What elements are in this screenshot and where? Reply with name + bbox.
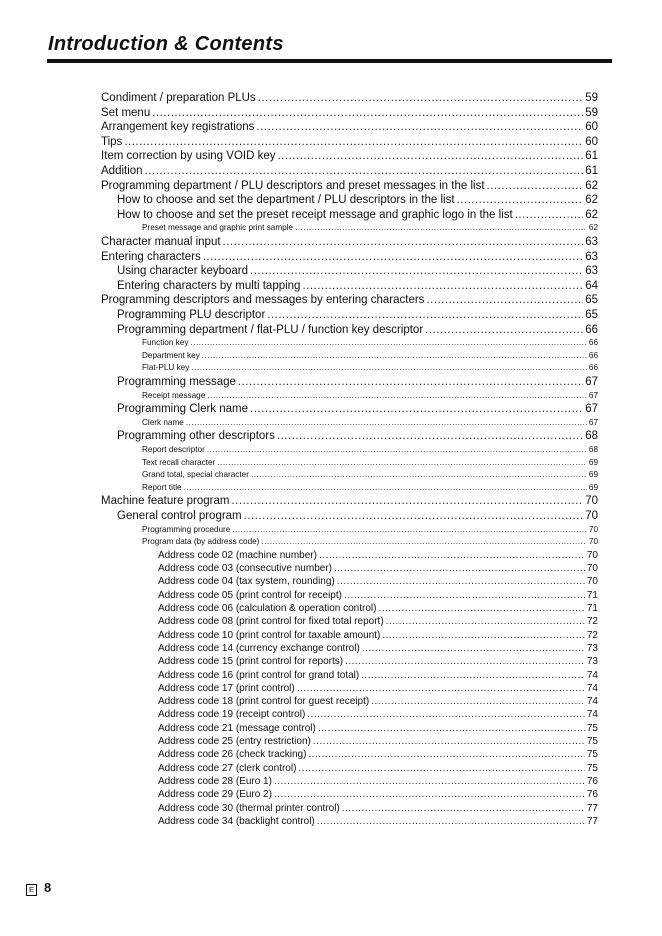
toc-entry-page: 75 xyxy=(586,722,598,734)
toc-entry-label: Address code 25 (entry restriction) xyxy=(158,736,311,747)
toc-entry xyxy=(158,749,598,760)
toc-entry xyxy=(142,418,598,427)
toc-leader-dots xyxy=(361,670,585,681)
toc-entry-page: 67 xyxy=(588,417,598,427)
toc-entry xyxy=(158,803,598,814)
toc-entry-label: Report descriptor xyxy=(142,445,205,454)
toc-entry-page: 65 xyxy=(585,294,598,307)
toc-entry-label: Tips xyxy=(101,135,123,148)
toc-entry xyxy=(117,280,598,292)
toc-entry xyxy=(142,391,598,400)
toc-entry xyxy=(117,194,598,206)
toc-entry xyxy=(158,816,598,827)
toc-leader-dots xyxy=(124,136,583,148)
toc-entry-label: Addition xyxy=(101,165,143,177)
toc-entry xyxy=(158,630,598,641)
toc-leader-dots xyxy=(231,495,583,507)
toc-leader-dots xyxy=(362,643,585,654)
toc-leader-dots xyxy=(319,550,585,561)
toc-entry-label: Address code 05 (print control for receipt) xyxy=(158,589,342,601)
toc-leader-dots xyxy=(238,376,583,388)
toc-leader-dots xyxy=(256,121,583,133)
toc-entry-page: 76 xyxy=(586,775,598,787)
toc-entry-label: Address code 15 (print control for reports) xyxy=(158,656,344,668)
toc-entry-page: 63 xyxy=(585,265,598,278)
toc-entry-label: Arrangement key registrations xyxy=(101,121,255,134)
toc-leader-dots xyxy=(298,763,584,774)
toc-entry xyxy=(101,180,598,192)
toc-entry-page: 72 xyxy=(586,616,598,628)
toc-entry-label: Entering characters by multi tapping xyxy=(117,279,301,292)
page-number: 8 xyxy=(44,880,52,895)
toc-entry-label: Address code 18 (print control for guest receipt) xyxy=(158,696,370,708)
toc-entry xyxy=(158,643,598,654)
toc-entry-page: 60 xyxy=(585,121,598,134)
toc-leader-dots xyxy=(152,107,583,119)
toc-entry-label: Programming procedure xyxy=(142,524,231,534)
toc-entry-page: 66 xyxy=(585,323,598,336)
toc-entry-page: 71 xyxy=(586,589,598,601)
toc-leader-dots xyxy=(425,324,583,336)
toc-entry xyxy=(158,776,598,787)
toc-entry xyxy=(142,458,598,467)
header-rule xyxy=(47,59,612,63)
toc-entry-page: 74 xyxy=(586,669,598,681)
toc-entry xyxy=(142,363,598,372)
toc-entry-page: 65 xyxy=(585,309,598,321)
toc-entry-page: 77 xyxy=(586,802,598,814)
toc-leader-dots xyxy=(184,483,587,492)
toc-entry-page: 62 xyxy=(588,223,598,233)
toc-entry xyxy=(158,723,598,734)
toc-entry-label: Address code 29 (Euro 2) xyxy=(158,789,272,801)
toc-entry-page: 59 xyxy=(585,92,598,104)
toc-entry-page: 63 xyxy=(585,250,598,263)
toc-entry-label: Address code 17 (print control) xyxy=(158,682,295,694)
toc-entry-label: Address code 04 (tax system, rounding) xyxy=(158,576,335,588)
toc-entry xyxy=(101,294,598,306)
toc-leader-dots xyxy=(261,537,586,546)
toc-entry-page: 71 xyxy=(586,603,598,614)
toc-entry xyxy=(101,165,598,177)
toc-entry-page: 63 xyxy=(585,236,598,248)
toc-entry xyxy=(117,430,598,442)
toc-entry-page: 66 xyxy=(588,350,598,360)
toc-entry-page: 60 xyxy=(585,135,598,148)
toc-leader-dots xyxy=(337,576,585,587)
toc-entry xyxy=(158,603,598,614)
toc-entry-label: How to choose and set the department / PLU descriptors in the list xyxy=(117,194,455,207)
toc-entry xyxy=(142,470,598,479)
toc-leader-dots xyxy=(308,749,584,760)
toc-entry-label: Address code 02 (machine number) xyxy=(158,549,317,561)
toc-entry-label: Set menu xyxy=(101,106,151,119)
toc-entry-page: 66 xyxy=(588,338,598,348)
toc-leader-dots xyxy=(386,616,585,627)
toc-entry-label: Condiment / preparation PLUs xyxy=(101,92,256,104)
toc-entry-label: Program data (by address code) xyxy=(142,537,260,547)
toc-entry-page: 67 xyxy=(585,403,598,416)
toc-entry xyxy=(142,338,598,347)
toc-entry xyxy=(158,616,598,627)
toc-entry xyxy=(158,563,598,574)
toc-entry xyxy=(101,251,598,263)
toc-entry-page: 73 xyxy=(586,656,598,668)
toc-leader-dots xyxy=(274,789,585,800)
toc-entry-page: 62 xyxy=(585,179,598,192)
toc-entry-label: Flat-PLU key xyxy=(142,363,190,373)
toc-entry-page: 70 xyxy=(588,524,598,534)
toc-leader-dots xyxy=(267,309,583,321)
toc-entry xyxy=(158,590,598,601)
toc-entry-page: 62 xyxy=(585,208,598,221)
toc-entry-page: 67 xyxy=(585,376,598,388)
toc-leader-dots xyxy=(145,165,584,177)
toc-leader-dots xyxy=(378,603,584,614)
toc-entry xyxy=(101,236,598,248)
toc-leader-dots xyxy=(186,418,587,427)
toc-leader-dots xyxy=(307,709,585,720)
toc-leader-dots xyxy=(318,723,585,734)
toc-entry-label: Address code 16 (print control for grand total) xyxy=(158,669,360,681)
toc-entry-page: 69 xyxy=(588,482,598,492)
toc-entry-page: 70 xyxy=(586,549,598,561)
toc-leader-dots xyxy=(371,696,585,707)
toc-entry-page: 67 xyxy=(588,390,598,400)
toc-leader-dots xyxy=(202,351,587,360)
toc-leader-dots xyxy=(344,590,585,601)
toc-entry xyxy=(158,576,598,587)
toc-leader-dots xyxy=(191,363,587,372)
toc-entry-page: 72 xyxy=(586,629,598,641)
toc-entry-label: Address code 14 (currency exchange control) xyxy=(158,642,360,654)
toc-entry xyxy=(117,209,598,221)
toc-entry-label: Using character keyboard xyxy=(117,265,249,278)
toc-leader-dots xyxy=(297,683,585,694)
toc-entry-page: 68 xyxy=(585,430,598,443)
toc-entry xyxy=(158,736,598,747)
toc-leader-dots xyxy=(207,391,587,400)
toc-entry-label: Receipt message xyxy=(142,390,206,400)
toc-leader-dots xyxy=(277,150,583,162)
toc-entry-label: Address code 03 (consecutive number) xyxy=(158,563,332,575)
toc-entry xyxy=(101,495,598,507)
toc-entry-page: 61 xyxy=(585,165,598,177)
toc-entry xyxy=(142,537,598,546)
toc-entry xyxy=(142,223,598,232)
toc-entry-label: Report title xyxy=(142,482,182,492)
toc-entry-page: 74 xyxy=(586,709,598,721)
toc-leader-dots xyxy=(274,776,585,787)
toc-entry-label: Address code 08 (print control for fixed total report) xyxy=(158,616,384,628)
toc-leader-dots xyxy=(207,445,587,454)
toc-leader-dots xyxy=(515,209,583,221)
toc-entry-page: 73 xyxy=(586,642,598,654)
toc-entry-label: Programming descriptors and messages by entering characters xyxy=(101,294,425,307)
toc-entry-label: Address code 34 (backlight control) xyxy=(158,815,315,827)
toc-entry xyxy=(158,550,598,561)
toc-entry-page: 70 xyxy=(585,495,598,508)
toc-entry xyxy=(101,136,598,148)
toc-entry-page: 75 xyxy=(586,736,598,747)
toc-entry-label: Department key xyxy=(142,350,200,360)
toc-entry xyxy=(117,403,598,415)
toc-leader-dots xyxy=(313,736,585,747)
toc-entry xyxy=(142,445,598,454)
toc-entry xyxy=(117,309,598,321)
toc-entry-page: 59 xyxy=(585,106,598,119)
toc-entry-page: 70 xyxy=(586,563,598,575)
toc-entry xyxy=(158,683,598,694)
toc-leader-dots xyxy=(277,430,583,442)
toc-entry xyxy=(158,709,598,720)
toc-entry-page: 64 xyxy=(585,279,598,292)
toc-entry-label: Machine feature program xyxy=(101,495,230,508)
toc-entry-label: Programming Clerk name xyxy=(117,403,249,416)
toc-entry-page: 76 xyxy=(586,789,598,801)
toc-entry xyxy=(158,696,598,707)
toc-entry xyxy=(117,376,598,388)
toc-entry-label: Address code 06 (calculation & operation control) xyxy=(158,603,377,614)
toc-entry xyxy=(142,483,598,492)
toc-entry-page: 61 xyxy=(585,150,598,163)
toc-entry-label: Grand total, special character xyxy=(142,470,249,480)
toc-entry-label: Character manual input xyxy=(101,236,221,248)
toc-leader-dots xyxy=(203,251,583,263)
toc-entry-label: Programming other descriptors xyxy=(117,430,275,443)
toc-entry-page: 70 xyxy=(585,510,598,522)
toc-entry xyxy=(142,525,598,534)
toc-entry-label: Preset message and graphic print sample xyxy=(142,223,294,233)
toc-entry xyxy=(101,150,598,162)
toc-leader-dots xyxy=(317,816,585,827)
toc-leader-dots xyxy=(382,630,585,641)
toc-entry-page: 69 xyxy=(588,457,598,467)
toc-entry-label: Clerk name xyxy=(142,417,184,427)
toc-leader-dots xyxy=(217,458,587,467)
toc-entry-label: Programming PLU descriptor xyxy=(117,309,266,321)
toc-entry-label: Programming department / flat-PLU / function key descriptor xyxy=(117,323,424,336)
toc-leader-dots xyxy=(345,656,585,667)
toc-entry-page: 75 xyxy=(586,749,598,761)
toc-entry-page: 74 xyxy=(586,682,598,694)
toc-leader-dots xyxy=(251,470,587,479)
toc-entry-label: Address code 27 (clerk control) xyxy=(158,762,297,774)
toc-entry xyxy=(158,670,598,681)
toc-entry-label: Text recall character xyxy=(142,457,216,467)
toc-entry-page: 66 xyxy=(588,363,598,373)
toc-entry-label: Address code 21 (message control) xyxy=(158,722,316,734)
toc-entry xyxy=(101,92,598,104)
toc-entry-label: General control program xyxy=(117,510,242,522)
toc-entry-page: 74 xyxy=(586,696,598,708)
toc-entry-page: 70 xyxy=(586,576,598,588)
toc-entry-page: 75 xyxy=(586,762,598,774)
toc-entry-label: Function key xyxy=(142,338,189,348)
toc-entry-label: Programming department / PLU descriptors and preset messages in the list xyxy=(101,179,485,192)
toc-entry-label: Programming message xyxy=(117,376,236,388)
toc-leader-dots xyxy=(232,525,587,534)
toc-entry xyxy=(117,265,598,277)
toc-entry-label: How to choose and set the preset receipt message and graphic logo in the list xyxy=(117,208,513,221)
toc-entry xyxy=(101,107,598,119)
toc-leader-dots xyxy=(250,403,583,415)
toc-entry-page: 70 xyxy=(588,537,598,547)
toc-entry-page: 68 xyxy=(588,445,598,454)
toc-entry-label: Item correction by using VOID key xyxy=(101,150,276,163)
toc-entry xyxy=(117,510,598,522)
language-badge: E xyxy=(26,884,37,896)
toc-leader-dots xyxy=(487,180,584,192)
toc-leader-dots xyxy=(258,92,584,104)
toc-entry-page: 62 xyxy=(585,194,598,207)
toc-entry xyxy=(142,351,598,360)
toc-entry-label: Address code 28 (Euro 1) xyxy=(158,775,272,787)
toc-entry-label: Address code 10 (print control for taxable amount) xyxy=(158,629,381,641)
toc-leader-dots xyxy=(250,265,583,277)
toc-entry xyxy=(117,324,598,336)
toc-leader-dots xyxy=(295,223,587,232)
toc-leader-dots xyxy=(190,338,586,347)
page-title: Introduction & Contents xyxy=(48,33,284,55)
toc-leader-dots xyxy=(334,563,585,574)
toc-entry-label: Address code 26 (check tracking) xyxy=(158,749,307,761)
toc-entry xyxy=(158,656,598,667)
toc-entry-label: Address code 30 (thermal printer control) xyxy=(158,802,340,814)
toc-entry-label: Address code 19 (receipt control) xyxy=(158,709,306,721)
toc-leader-dots xyxy=(457,194,584,206)
toc-entry-page: 77 xyxy=(586,815,598,827)
toc-entry xyxy=(101,121,598,133)
toc-leader-dots xyxy=(223,236,584,248)
toc-entry xyxy=(158,763,598,774)
toc-entry-label: Entering characters xyxy=(101,250,201,263)
toc-leader-dots xyxy=(342,803,585,814)
toc-leader-dots xyxy=(426,294,583,306)
toc-entry xyxy=(158,789,598,800)
toc-leader-dots xyxy=(244,510,584,522)
toc-entry-page: 69 xyxy=(588,470,598,480)
toc-leader-dots xyxy=(302,280,583,292)
